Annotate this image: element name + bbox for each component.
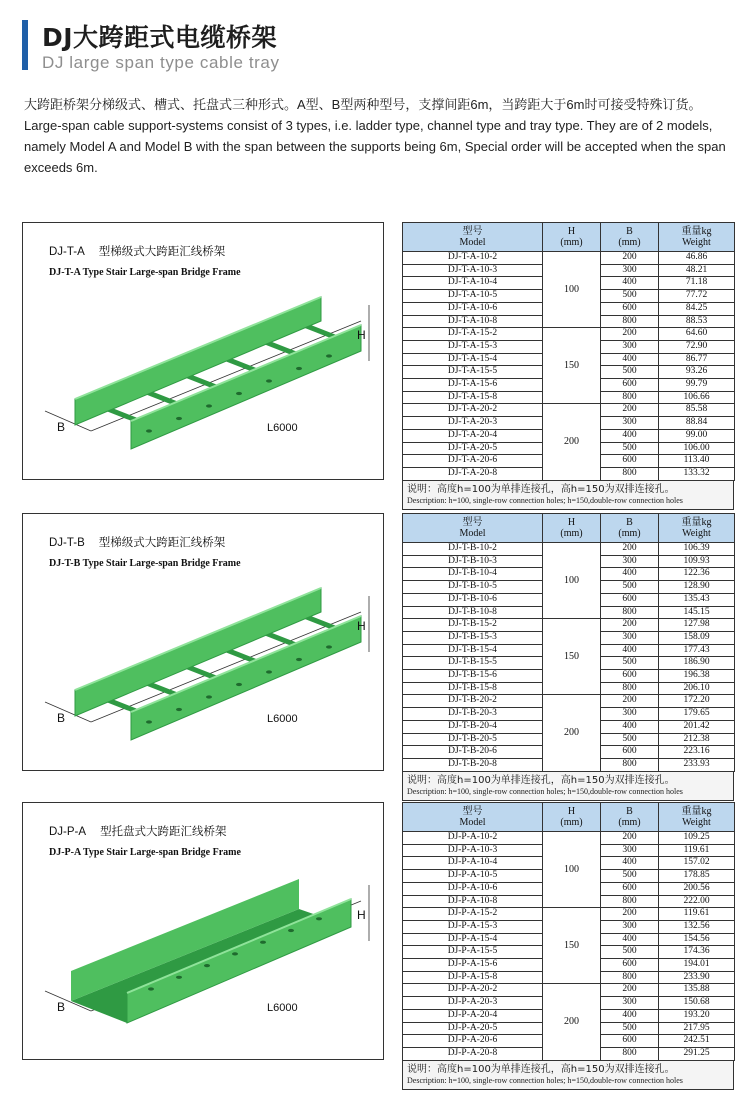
cell-model: DJ-P-A-20-2 [403, 984, 543, 997]
cell-weight: 113.40 [659, 455, 735, 468]
cell-h: 150 [543, 328, 601, 404]
connection-hole [288, 929, 294, 932]
cell-weight: 233.90 [659, 971, 735, 984]
dim-h-label: H [357, 908, 366, 922]
table-row [403, 328, 735, 341]
cell-b: 500 [601, 290, 659, 303]
cell-b: 200 [601, 328, 659, 341]
connection-hole [176, 976, 182, 979]
cell-h: 100 [543, 832, 601, 908]
cell-weight: 145.15 [659, 606, 735, 619]
cell-b: 300 [601, 997, 659, 1010]
connection-hole [296, 367, 302, 370]
cell-b: 800 [601, 1047, 659, 1060]
header-model-line2: Model [459, 237, 486, 248]
header-h-line2: (mm) [560, 528, 583, 539]
cell-weight: 172.20 [659, 695, 735, 708]
header-model-line1: 型号 [462, 517, 483, 528]
connection-hole [206, 695, 212, 698]
connection-hole [204, 964, 210, 967]
dim-b-label: B [57, 711, 66, 725]
cell-b: 500 [601, 870, 659, 883]
cell-b: 300 [601, 417, 659, 430]
cell-weight: 177.43 [659, 644, 735, 657]
header-b-line2: (mm) [618, 817, 641, 828]
cell-weight: 106.39 [659, 543, 735, 556]
cell-b: 600 [601, 593, 659, 606]
cell-b: 500 [601, 1022, 659, 1035]
cell-model: DJ-T-A-10-8 [403, 315, 543, 328]
cell-weight: 223.16 [659, 746, 735, 759]
cell-weight: 71.18 [659, 277, 735, 290]
header-h-line2: (mm) [560, 237, 583, 248]
cell-model: DJ-T-A-20-4 [403, 429, 543, 442]
cell-b: 200 [601, 984, 659, 997]
cell-weight: 85.58 [659, 404, 735, 417]
description-cn: 说明：高度h=100为单排连接孔，高h=150为双排连接孔。 [407, 774, 675, 786]
cell-model: DJ-P-A-10-3 [403, 844, 543, 857]
dim-l-label: L6000 [267, 1002, 298, 1014]
cell-b: 200 [601, 908, 659, 921]
cell-model: DJ-T-A-15-3 [403, 340, 543, 353]
connection-hole [232, 952, 238, 955]
cell-weight: 122.36 [659, 568, 735, 581]
cell-weight: 128.90 [659, 581, 735, 594]
figure-title [49, 243, 225, 259]
cell-model: DJ-T-B-20-3 [403, 708, 543, 721]
cell-weight: 133.32 [659, 467, 735, 480]
cell-b: 500 [601, 733, 659, 746]
cell-h: 200 [543, 984, 601, 1060]
cell-weight: 291.25 [659, 1047, 735, 1060]
cell-model: DJ-T-A-20-2 [403, 404, 543, 417]
cell-h: 200 [543, 404, 601, 480]
connection-hole [176, 708, 182, 711]
header-h-line1: H [567, 517, 576, 528]
connection-hole [326, 645, 332, 648]
table-row [403, 908, 735, 921]
cell-weight: 135.43 [659, 593, 735, 606]
cell-weight: 46.86 [659, 252, 735, 265]
cell-weight: 154.56 [659, 933, 735, 946]
cell-weight: 88.53 [659, 315, 735, 328]
cell-model: DJ-P-A-15-8 [403, 971, 543, 984]
connection-hole [260, 941, 266, 944]
connection-hole [266, 670, 272, 673]
cell-model: DJ-P-A-10-6 [403, 882, 543, 895]
cell-weight: 178.85 [659, 870, 735, 883]
cell-b: 800 [601, 758, 659, 771]
header-b [601, 223, 659, 252]
spec-table [402, 222, 735, 481]
header-model [403, 223, 543, 252]
header-model [403, 803, 543, 832]
header-model [403, 514, 543, 543]
table-header-row [403, 514, 735, 543]
cell-b: 600 [601, 1035, 659, 1048]
cell-weight: 109.25 [659, 832, 735, 845]
header-model-line1: 型号 [462, 226, 483, 237]
cell-weight: 77.72 [659, 290, 735, 303]
cell-b: 600 [601, 746, 659, 759]
cell-b: 200 [601, 252, 659, 265]
header-b [601, 514, 659, 543]
cell-model: DJ-T-A-20-5 [403, 442, 543, 455]
cell-b: 800 [601, 315, 659, 328]
product-name-en: DJ-T-B Type Stair Large-span Bridge Frame [49, 558, 241, 569]
cell-b: 200 [601, 695, 659, 708]
cell-model: DJ-T-A-20-3 [403, 417, 543, 430]
cell-b: 800 [601, 391, 659, 404]
cell-model: DJ-T-B-15-2 [403, 619, 543, 632]
cell-weight: 86.77 [659, 353, 735, 366]
product-code: DJ-P-A [49, 826, 87, 838]
cell-b: 800 [601, 606, 659, 619]
cell-weight: 158.09 [659, 631, 735, 644]
cell-b: 300 [601, 844, 659, 857]
cell-b: 400 [601, 429, 659, 442]
connection-hole [266, 379, 272, 382]
product-name-cn: 型梯级式大跨距汇线桥架 [98, 535, 226, 549]
table-row [403, 984, 735, 997]
spec-table-wrap [402, 802, 734, 1090]
dim-h-label: H [357, 328, 366, 342]
cell-model: DJ-T-B-15-4 [403, 644, 543, 657]
header-weight-line2: Weight [682, 528, 711, 539]
cell-b: 600 [601, 379, 659, 392]
cell-weight: 193.20 [659, 1009, 735, 1022]
header-b-line1: B [626, 226, 633, 237]
header-weight-line1: 重量kg [681, 226, 712, 237]
product-name-en: DJ-P-A Type Stair Large-span Bridge Frame [49, 847, 241, 858]
cell-model: DJ-P-A-20-6 [403, 1035, 543, 1048]
header-weight [659, 803, 735, 832]
cell-model: DJ-T-B-10-2 [403, 543, 543, 556]
cell-model: DJ-T-B-20-4 [403, 720, 543, 733]
cell-model: DJ-P-A-20-3 [403, 997, 543, 1010]
cell-weight: 206.10 [659, 682, 735, 695]
cell-weight: 64.60 [659, 328, 735, 341]
cell-model: DJ-P-A-15-2 [403, 908, 543, 921]
cell-weight: 157.02 [659, 857, 735, 870]
intro-text [24, 94, 732, 178]
connection-hole [316, 917, 322, 920]
intro-en: Large-span cable support-systems consist of 3 types, i.e. ladder type, channel type and tray type. They are of 2 models, namely Model A and Model B with the span between the supports being 6m, Special order will be accepted when the span exceeds 6m. [24, 118, 726, 175]
cell-model: DJ-T-A-10-3 [403, 264, 543, 277]
dim-l-label: L6000 [267, 713, 298, 725]
header-b-line2: (mm) [618, 528, 641, 539]
dim-b-label: B [57, 420, 66, 434]
connection-hole [326, 354, 332, 357]
header-h [543, 223, 601, 252]
cell-h: 150 [543, 619, 601, 695]
product-name-en: DJ-T-A Type Stair Large-span Bridge Frame [49, 267, 241, 278]
cell-weight: 72.90 [659, 340, 735, 353]
cell-h: 100 [543, 543, 601, 619]
cell-weight: 93.26 [659, 366, 735, 379]
cell-model: DJ-T-B-20-6 [403, 746, 543, 759]
product-name-cn: 型托盘式大跨距汇线桥架 [100, 824, 227, 838]
cell-model: DJ-P-A-20-4 [403, 1009, 543, 1022]
cell-b: 800 [601, 682, 659, 695]
page-title: DJ大跨距式电缆桥架 [42, 23, 278, 52]
connection-hole [148, 987, 154, 990]
header-weight-line2: Weight [682, 237, 711, 248]
cell-model: DJ-T-B-10-8 [403, 606, 543, 619]
cell-weight: 242.51 [659, 1035, 735, 1048]
product-code: DJ-T-B [49, 537, 85, 549]
cell-b: 400 [601, 568, 659, 581]
cell-model: DJ-T-B-20-2 [403, 695, 543, 708]
header-model-line2: Model [459, 817, 486, 828]
cell-weight: 127.98 [659, 619, 735, 632]
header-model-line2: Model [459, 528, 486, 539]
cell-b: 400 [601, 720, 659, 733]
cell-h: 100 [543, 252, 601, 328]
cell-model: DJ-T-A-20-6 [403, 455, 543, 468]
cell-model: DJ-T-B-15-3 [403, 631, 543, 644]
description-cn: 说明：高度h=100为单排连接孔，高h=150为双排连接孔。 [407, 483, 675, 495]
cell-weight: 222.00 [659, 895, 735, 908]
cell-b: 300 [601, 920, 659, 933]
dim-l-label: L6000 [267, 422, 298, 434]
cell-model: DJ-T-B-10-6 [403, 593, 543, 606]
cable-tray-illustration [31, 861, 375, 1053]
dim-b-label: B [57, 1000, 66, 1014]
cell-model: DJ-T-B-15-8 [403, 682, 543, 695]
illustration-wrap [31, 281, 375, 477]
header-weight-line2: Weight [682, 817, 711, 828]
header-h-line1: H [567, 806, 576, 817]
cell-model: DJ-P-A-10-8 [403, 895, 543, 908]
connection-hole [296, 658, 302, 661]
cell-weight: 150.68 [659, 997, 735, 1010]
header-b-line2: (mm) [618, 237, 641, 248]
header-model-line1: 型号 [462, 806, 483, 817]
cell-b: 800 [601, 467, 659, 480]
cell-model: DJ-T-A-10-5 [403, 290, 543, 303]
cell-model: DJ-P-A-15-3 [403, 920, 543, 933]
cell-weight: 194.01 [659, 959, 735, 972]
cell-weight: 119.61 [659, 908, 735, 921]
cell-model: DJ-T-A-15-5 [403, 366, 543, 379]
spec-table [402, 513, 735, 772]
cell-model: DJ-T-A-15-6 [403, 379, 543, 392]
description-en: Description: h=100, single-row connection holes; h=150,double-row connection holes [407, 786, 683, 796]
dim-h-label: H [357, 619, 366, 633]
table-header-row [403, 223, 735, 252]
cell-model: DJ-P-A-15-6 [403, 959, 543, 972]
cell-weight: 186.90 [659, 657, 735, 670]
cell-model: DJ-T-B-10-5 [403, 581, 543, 594]
cell-weight: 84.25 [659, 302, 735, 315]
header-weight [659, 514, 735, 543]
header-b [601, 803, 659, 832]
connection-hole [176, 417, 182, 420]
cell-h: 150 [543, 908, 601, 984]
table-row [403, 832, 735, 845]
header-weight-line1: 重量kg [681, 806, 712, 817]
product-figure [22, 222, 384, 480]
illustration-wrap [31, 572, 375, 768]
connection-hole [236, 392, 242, 395]
header-h [543, 514, 601, 543]
title-accent-bar [22, 20, 28, 70]
cell-b: 500 [601, 581, 659, 594]
product-figure [22, 802, 384, 1060]
description-cn: 说明：高度h=100为单排连接孔，高h=150为双排连接孔。 [407, 1063, 675, 1075]
cell-weight: 179.65 [659, 708, 735, 721]
illustration-wrap [31, 861, 375, 1057]
page-subtitle: DJ large span type cable tray [42, 53, 280, 72]
product-code: DJ-T-A [49, 246, 85, 258]
cell-model: DJ-P-A-20-8 [403, 1047, 543, 1060]
cell-weight: 88.84 [659, 417, 735, 430]
table-row [403, 252, 735, 265]
ladder-tray-illustration [31, 281, 375, 473]
cell-b: 600 [601, 455, 659, 468]
header-h [543, 803, 601, 832]
cell-b: 400 [601, 353, 659, 366]
cell-b: 200 [601, 543, 659, 556]
cell-b: 300 [601, 264, 659, 277]
cell-b: 300 [601, 708, 659, 721]
cell-weight: 106.00 [659, 442, 735, 455]
spec-table-wrap [402, 513, 734, 801]
connection-hole [146, 429, 152, 432]
header-weight [659, 223, 735, 252]
cell-model: DJ-P-A-15-4 [403, 933, 543, 946]
cell-weight: 196.38 [659, 670, 735, 683]
cell-model: DJ-T-A-10-2 [403, 252, 543, 265]
cell-b: 200 [601, 404, 659, 417]
cell-model: DJ-T-B-10-4 [403, 568, 543, 581]
cell-b: 600 [601, 670, 659, 683]
cell-weight: 201.42 [659, 720, 735, 733]
table-row [403, 619, 735, 632]
connection-hole [146, 720, 152, 723]
header-b-line1: B [626, 517, 633, 528]
cell-b: 400 [601, 857, 659, 870]
cell-b: 500 [601, 366, 659, 379]
cell-b: 500 [601, 946, 659, 959]
cell-weight: 109.93 [659, 555, 735, 568]
cell-model: DJ-P-A-10-4 [403, 857, 543, 870]
cell-b: 400 [601, 644, 659, 657]
cell-b: 300 [601, 555, 659, 568]
description-en: Description: h=100, single-row connection holes; h=150,double-row connection holes [407, 1075, 683, 1085]
figure-title [49, 823, 227, 839]
cell-b: 400 [601, 1009, 659, 1022]
cell-model: DJ-P-A-10-5 [403, 870, 543, 883]
cell-weight: 217.95 [659, 1022, 735, 1035]
intro-cn: 大跨距桥架分梯级式、槽式、托盘式三种形式。A型、B型两种型号，支撑间距6m，当跨距大于6m时可接受特殊订货。 [24, 97, 702, 112]
table-description [402, 481, 734, 510]
header-weight-line1: 重量kg [681, 517, 712, 528]
table-header-row [403, 803, 735, 832]
product-figure [22, 513, 384, 771]
cell-b: 800 [601, 971, 659, 984]
cell-model: DJ-T-B-15-5 [403, 657, 543, 670]
cell-weight: 200.56 [659, 882, 735, 895]
cell-weight: 174.36 [659, 946, 735, 959]
cell-weight: 132.56 [659, 920, 735, 933]
connection-hole [236, 683, 242, 686]
cell-weight: 233.93 [659, 758, 735, 771]
table-row [403, 543, 735, 556]
cell-b: 300 [601, 631, 659, 644]
table-row [403, 695, 735, 708]
cell-model: DJ-T-A-10-4 [403, 277, 543, 290]
spec-table-wrap [402, 222, 734, 510]
product-name-cn: 型梯级式大跨距汇线桥架 [98, 244, 226, 258]
cell-weight: 99.00 [659, 429, 735, 442]
cell-model: DJ-T-B-10-3 [403, 555, 543, 568]
description-en: Description: h=100, single-row connection holes; h=150,double-row connection holes [407, 495, 683, 505]
cell-model: DJ-T-B-20-8 [403, 758, 543, 771]
table-row [403, 404, 735, 417]
cell-weight: 99.79 [659, 379, 735, 392]
cell-model: DJ-P-A-20-5 [403, 1022, 543, 1035]
cell-b: 500 [601, 442, 659, 455]
connection-hole [206, 404, 212, 407]
cell-weight: 48.21 [659, 264, 735, 277]
cell-weight: 212.38 [659, 733, 735, 746]
cell-b: 400 [601, 277, 659, 290]
header-h-line1: H [567, 226, 576, 237]
figure-title [49, 534, 225, 550]
header-h-line2: (mm) [560, 817, 583, 828]
cell-model: DJ-T-A-15-4 [403, 353, 543, 366]
cell-h: 200 [543, 695, 601, 771]
cell-b: 600 [601, 302, 659, 315]
header-b-line1: B [626, 806, 633, 817]
cell-b: 400 [601, 933, 659, 946]
table-description [402, 772, 734, 801]
table-description [402, 1061, 734, 1090]
cell-weight: 119.61 [659, 844, 735, 857]
cell-b: 600 [601, 882, 659, 895]
cell-weight: 106.66 [659, 391, 735, 404]
cell-weight: 135.88 [659, 984, 735, 997]
cell-model: DJ-T-B-20-5 [403, 733, 543, 746]
cell-b: 200 [601, 832, 659, 845]
cell-b: 600 [601, 959, 659, 972]
cell-model: DJ-P-A-15-5 [403, 946, 543, 959]
ladder-tray-illustration [31, 572, 375, 764]
cell-b: 800 [601, 895, 659, 908]
cell-model: DJ-T-A-10-6 [403, 302, 543, 315]
cell-model: DJ-T-A-15-8 [403, 391, 543, 404]
cell-model: DJ-P-A-10-2 [403, 832, 543, 845]
cell-b: 200 [601, 619, 659, 632]
cell-model: DJ-T-A-20-8 [403, 467, 543, 480]
cell-b: 500 [601, 657, 659, 670]
cell-model: DJ-T-B-15-6 [403, 670, 543, 683]
spec-table [402, 802, 735, 1061]
cell-model: DJ-T-A-15-2 [403, 328, 543, 341]
cell-b: 300 [601, 340, 659, 353]
